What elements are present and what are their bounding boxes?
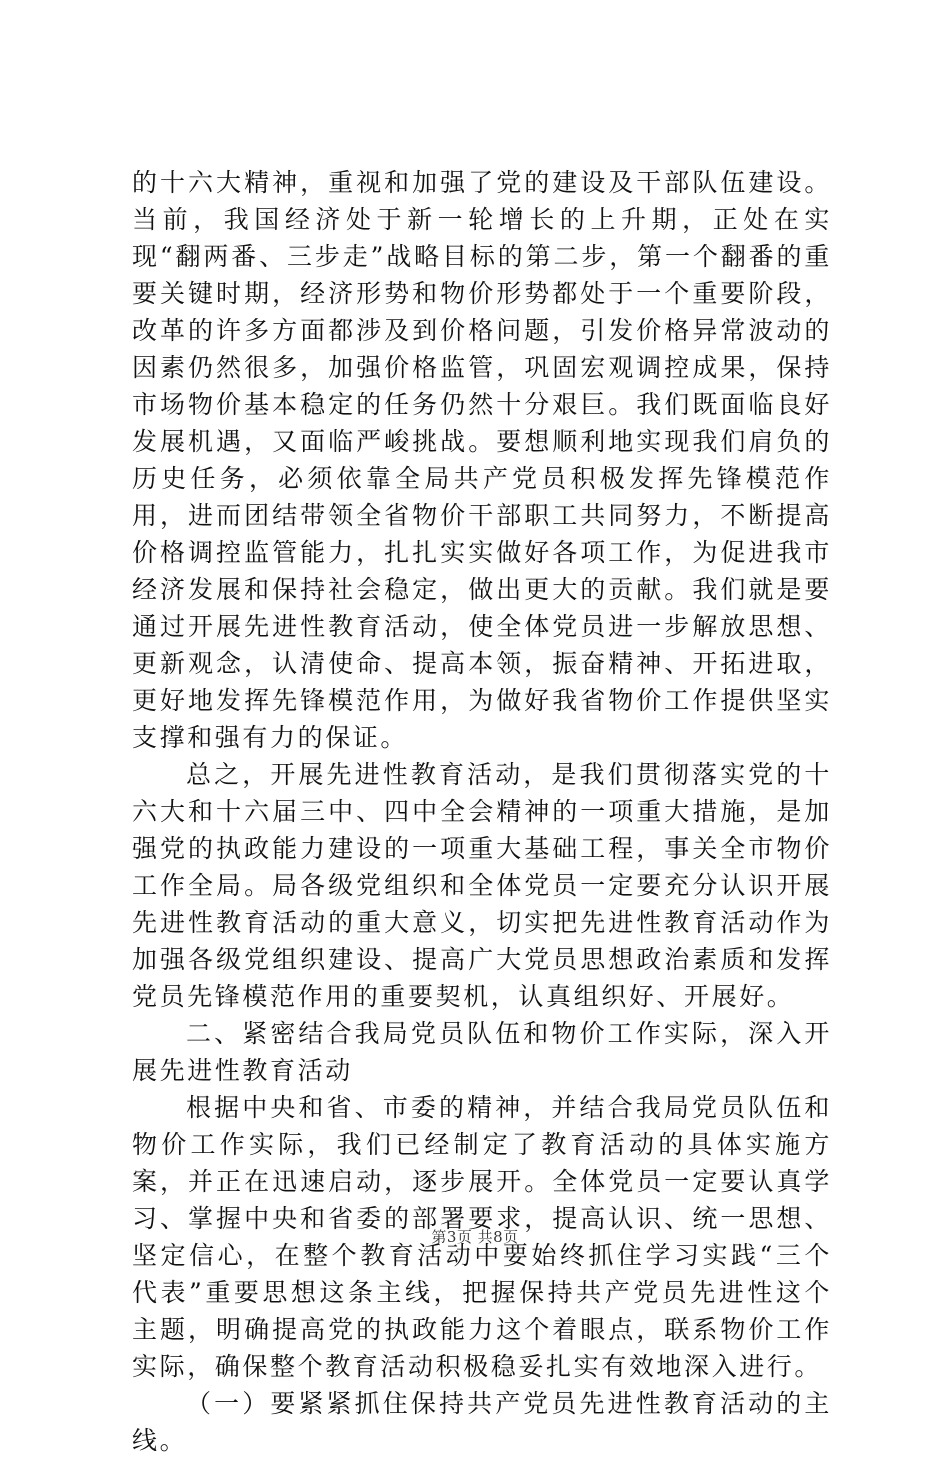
paragraph-1: 的十六大精神，重视和加强了党的建设及干部队伍建设。当前，我国经济处于新一轮增长的上升期，正处在实现“翻两番、三步走”战略目标的第二步，第一个翻番的重要关键时期，经济形势和物价形势都处于一个重要阶段，改革的许多方面都涉及到价格问题，引发价格异常波动的因素仍然很多，加强价格监管，巩固宏观调控成果，保持市场物价基本稳定的任务仍然十分艰巨。我们既面临良好发展机遇，又面临严峻挑战。要想顺利地实现我们肩负的历史任务，必须依靠全局共产党员积极发挥先锋模范作用，进而团结带领全省物价干部职工共同努力，不断提高价格调控监管能力，扎扎实实做好各项工作，为促进我市经济发展和保持社会稳定，做出更大的贡献。我们就是要通过开展先进性教育活动，使全体党员进一步解放思想、更新观念，认清使命、提高本领，振奋精神、开拓进取，更好地发挥先锋模范作用，为做好我省物价工作提供坚实支撑和强有力的保证。: [132, 168, 832, 752]
page-number-footer: 第3页 共8页: [431, 1228, 519, 1246]
paragraph-2: 总之，开展先进性教育活动，是我们贯彻落实党的十六大和十六届三中、四中全会精神的一项重大措施，是加强党的执政能力建设的一项重大基础工程，事关全市物价工作全局。局各级党组织和全体党员一定要充分认识开展先进性教育活动的重大意义，切实把先进性教育活动作为加强各级党组织建设、提高广大党员思想政治素质和发挥党员先锋模范作用的重要契机，认真组织好、开展好。: [132, 760, 832, 1011]
section-heading-2: 二、紧密结合我局党员队伍和物价工作实际，深入开展先进性教育活动: [132, 1019, 832, 1085]
subsection-heading-1: （一）要紧紧抓住保持共产党员先进性教育活动的主线。: [132, 1389, 832, 1455]
paragraph-3: 根据中央和省、市委的精神，并结合我局党员队伍和物价工作实际，我们已经制定了教育活动的具体实施方案，并正在迅速启动，逐步展开。全体党员一定要认真学习、掌握中央和省委的部署要求，提高认识、统一思想、坚定信心，在整个教育活动中要始终抓住学习实践“三个代表”重要思想这条主线，把握保持共产党员先进性这个主题，明确提高党的执政能力这个着眼点，联系物价工作实际，确保整个教育活动积极稳妥扎实有效地深入进行。: [132, 1093, 832, 1381]
document-body: [132, 164, 832, 1459]
